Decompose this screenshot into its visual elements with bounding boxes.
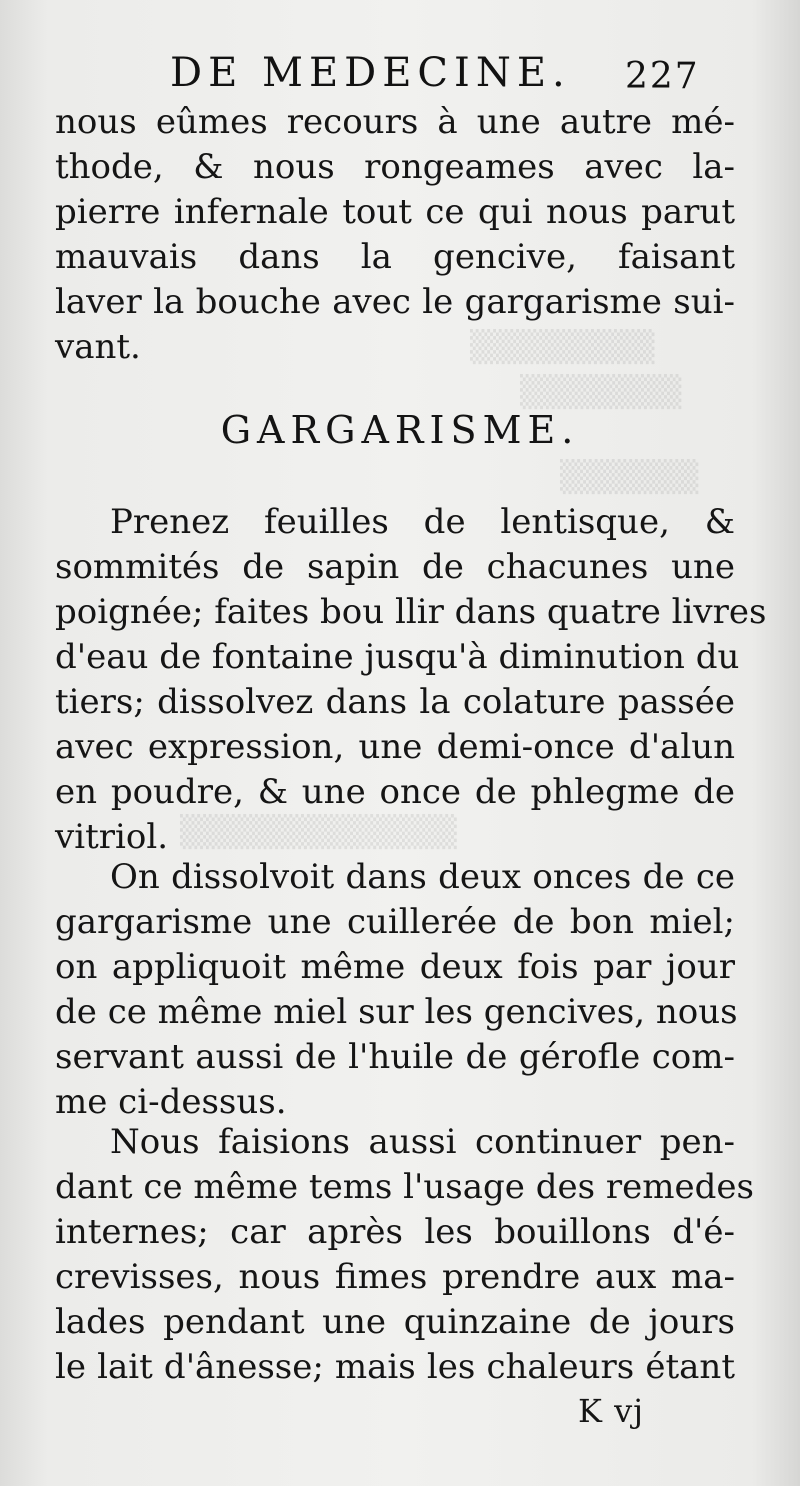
text-line: de ce même miel sur les gencives, nous [55, 992, 738, 1032]
text-line: lades pendant une quinzaine de jours [55, 1302, 735, 1342]
text-line: tiers; dissolvez dans la colature passée [55, 682, 735, 722]
page-header [0, 50, 800, 100]
page-number: 227 [625, 56, 700, 97]
recipe-paragraph [55, 500, 767, 860]
text-line: d'eau de fontaine jusqu'à diminution du [55, 637, 740, 677]
section-heading: GARGARISME. [220, 408, 580, 452]
text-line: vitriol. [55, 817, 169, 857]
text-line: sommités de sapin de chacunes une [55, 547, 735, 587]
signature-mark: K vj [578, 1392, 645, 1430]
text-line: pierre infernale tout ce qui nous parut [55, 192, 735, 232]
text-line: en poudre, & une once de phlegme de [55, 772, 735, 812]
text-line: mauvais dans la gencive, faisant [55, 237, 735, 277]
text-line: Prenez feuilles de lentisque, & [110, 502, 735, 542]
text-line: nous eûmes recours à une autre mé- [55, 102, 735, 142]
text-line: me ci-dessus. [55, 1082, 287, 1122]
text-line: crevisses, nous fimes prendre aux ma- [55, 1257, 735, 1297]
text-line: avec expression, une demi-once d'alun [55, 727, 735, 767]
text-line: le lait d'ânesse; mais les chaleurs étant [55, 1347, 735, 1387]
show-through-texture: ▒▒▒▒▒▒ [560, 460, 699, 495]
paragraph [55, 855, 738, 1125]
text-line: poignée; faites bou llir dans quatre livres [55, 592, 767, 632]
running-head: DE MEDECINE. [170, 50, 571, 96]
text-line: gargarisme une cuillerée de bon miel; [55, 902, 735, 942]
text-line: servant aussi de l'huile de gérofle com- [55, 1037, 735, 1077]
text-line: thode, & nous rongeames avec la- [55, 147, 735, 187]
show-through-texture: ▒▒▒▒▒▒▒▒▒▒▒▒ [180, 815, 457, 850]
text-line: On dissolvoit dans deux onces de ce [110, 857, 735, 897]
text-line: on appliquoit même deux fois par jour [55, 947, 735, 987]
show-through-texture: ▒▒▒▒▒▒▒▒ [470, 330, 655, 365]
text-line: Nous faisions aussi continuer pen- [110, 1122, 735, 1162]
text-line: dant ce même tems l'usage des remedes [55, 1167, 754, 1207]
text-line: internes; car après les bouillons d'é- [55, 1212, 735, 1252]
paragraph [55, 1120, 754, 1390]
text-line: laver la bouche avec le gargarisme sui- [55, 282, 735, 322]
text-line: vant. [55, 327, 141, 367]
show-through-texture: ▒▒▒▒▒▒▒ [520, 375, 682, 410]
continued-paragraph [55, 100, 735, 370]
